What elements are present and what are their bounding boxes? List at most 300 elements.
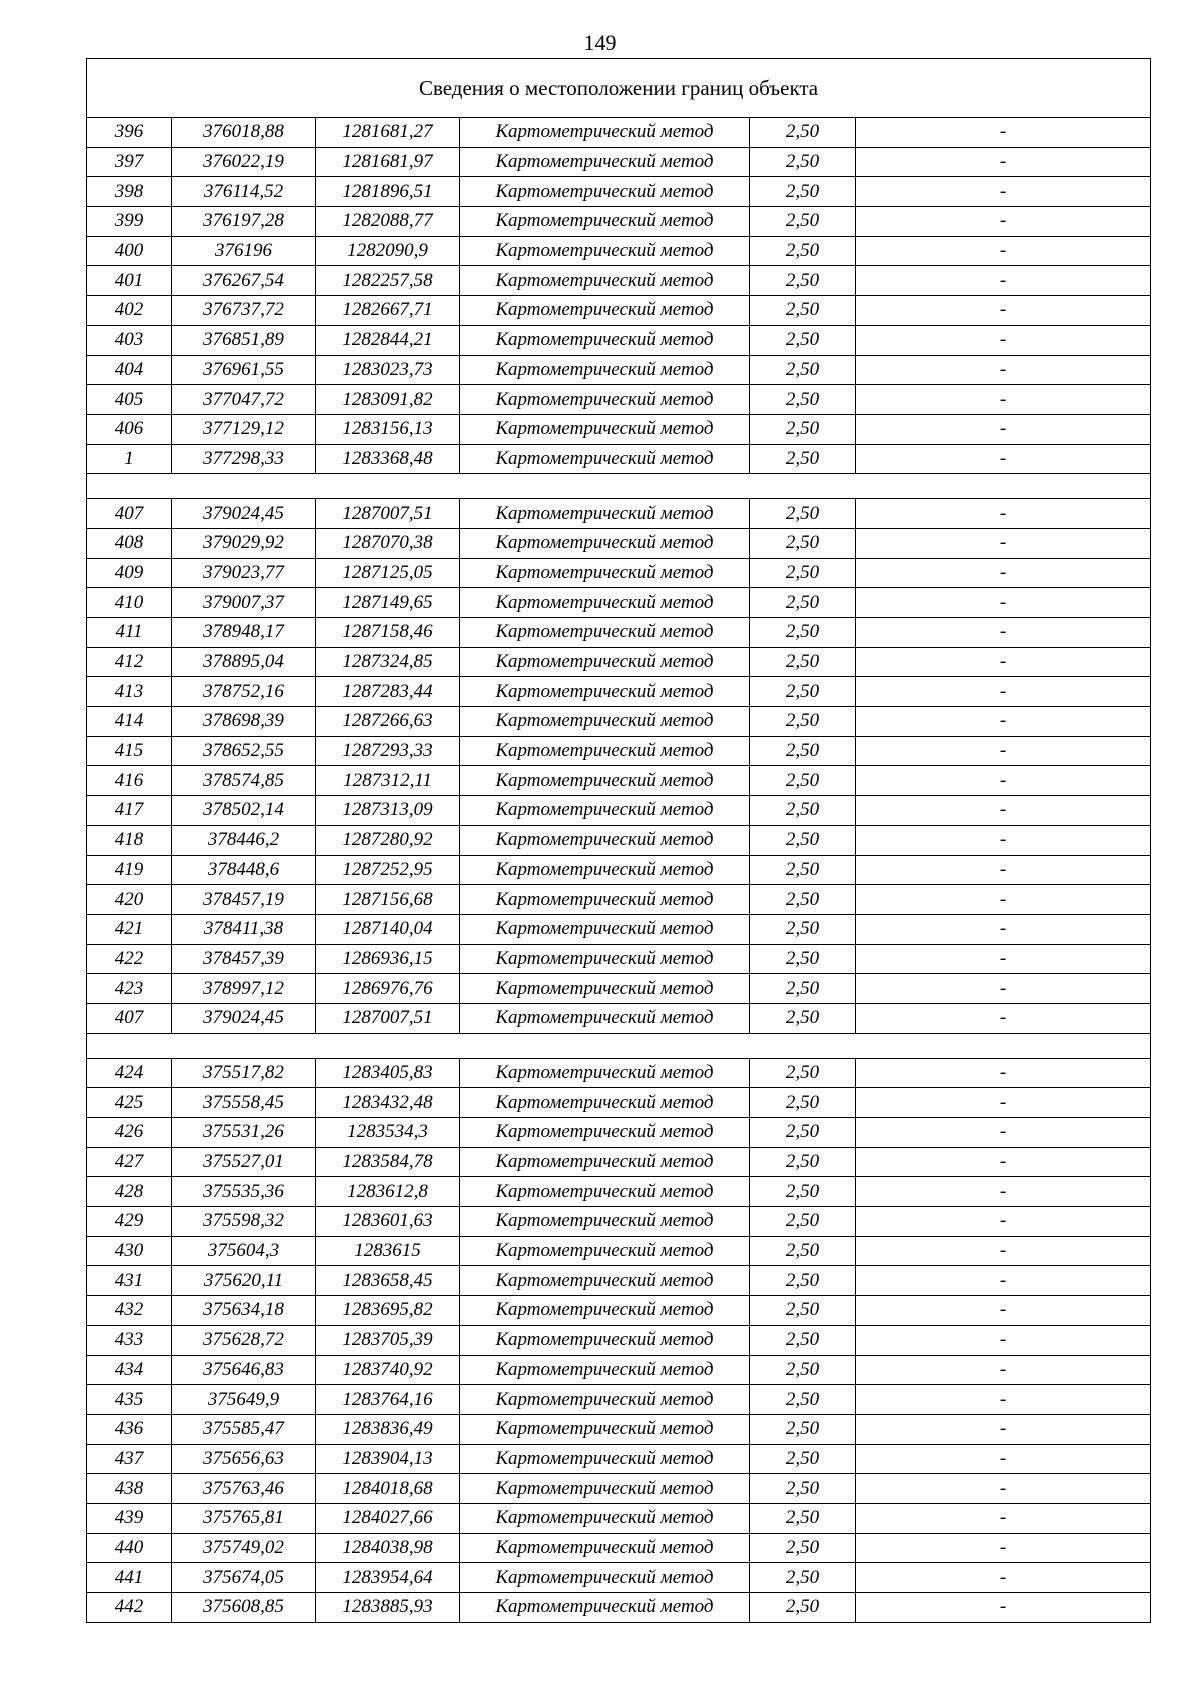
point-number-cell: 428 (87, 1177, 172, 1207)
table-row (87, 855, 1151, 885)
note-cell: - (856, 1058, 1151, 1088)
method-cell: Картометрический метод (460, 147, 750, 177)
table-row (87, 1236, 1151, 1266)
x-coordinate-cell: 375646,83 (172, 1355, 316, 1385)
boundary-coordinates-table (86, 58, 1151, 1623)
table-row (87, 1503, 1151, 1533)
y-coordinate-cell: 1283091,82 (316, 385, 460, 415)
table-row (87, 1177, 1151, 1207)
x-coordinate-cell: 376267,54 (172, 266, 316, 296)
note-cell: - (856, 444, 1151, 474)
note-cell: - (856, 355, 1151, 385)
y-coordinate-cell: 1283658,45 (316, 1266, 460, 1296)
method-cell: Картометрический метод (460, 1474, 750, 1504)
group-separator-row (87, 1033, 1151, 1058)
note-cell: - (856, 528, 1151, 558)
table-row (87, 444, 1151, 474)
x-coordinate-cell: 375558,45 (172, 1088, 316, 1118)
x-coordinate-cell: 378411,38 (172, 914, 316, 944)
point-number-cell: 403 (87, 325, 172, 355)
point-number-cell: 442 (87, 1593, 172, 1623)
y-coordinate-cell: 1283695,82 (316, 1296, 460, 1326)
x-coordinate-cell: 378446,2 (172, 825, 316, 855)
x-coordinate-cell: 378652,55 (172, 736, 316, 766)
note-cell: - (856, 647, 1151, 677)
point-number-cell: 410 (87, 588, 172, 618)
y-coordinate-cell: 1282257,58 (316, 266, 460, 296)
method-cell: Картометрический метод (460, 1003, 750, 1033)
accuracy-cell: 2,50 (750, 944, 856, 974)
table-row (87, 355, 1151, 385)
accuracy-cell: 2,50 (750, 1325, 856, 1355)
point-number-cell: 420 (87, 885, 172, 915)
table-title: Сведения о местоположении границ объекта (87, 59, 1151, 118)
table-row (87, 796, 1151, 826)
y-coordinate-cell: 1283156,13 (316, 414, 460, 444)
method-cell: Картометрический метод (460, 1266, 750, 1296)
x-coordinate-cell: 375527,01 (172, 1147, 316, 1177)
accuracy-cell: 2,50 (750, 1593, 856, 1623)
note-cell: - (856, 1088, 1151, 1118)
note-cell: - (856, 1236, 1151, 1266)
note-cell: - (856, 618, 1151, 648)
accuracy-cell: 2,50 (750, 266, 856, 296)
point-number-cell: 398 (87, 177, 172, 207)
y-coordinate-cell: 1284038,98 (316, 1533, 460, 1563)
x-coordinate-cell: 375585,47 (172, 1414, 316, 1444)
x-coordinate-cell: 375763,46 (172, 1474, 316, 1504)
y-coordinate-cell: 1283705,39 (316, 1325, 460, 1355)
note-cell: - (856, 207, 1151, 237)
point-number-cell: 427 (87, 1147, 172, 1177)
point-number-cell: 439 (87, 1503, 172, 1533)
accuracy-cell: 2,50 (750, 296, 856, 326)
method-cell: Картометрический метод (460, 855, 750, 885)
note-cell: - (856, 558, 1151, 588)
method-cell: Картометрический метод (460, 1563, 750, 1593)
note-cell: - (856, 1003, 1151, 1033)
accuracy-cell: 2,50 (750, 1444, 856, 1474)
x-coordinate-cell: 375656,63 (172, 1444, 316, 1474)
note-cell: - (856, 796, 1151, 826)
accuracy-cell: 2,50 (750, 499, 856, 529)
accuracy-cell: 2,50 (750, 118, 856, 148)
note-cell: - (856, 1385, 1151, 1415)
note-cell: - (856, 1593, 1151, 1623)
accuracy-cell: 2,50 (750, 1533, 856, 1563)
y-coordinate-cell: 1287149,65 (316, 588, 460, 618)
x-coordinate-cell: 378574,85 (172, 766, 316, 796)
point-number-cell: 396 (87, 118, 172, 148)
method-cell: Картометрический метод (460, 1236, 750, 1266)
x-coordinate-cell: 376018,88 (172, 118, 316, 148)
y-coordinate-cell: 1282090,9 (316, 236, 460, 266)
accuracy-cell: 2,50 (750, 855, 856, 885)
table-row (87, 944, 1151, 974)
note-cell: - (856, 499, 1151, 529)
x-coordinate-cell: 376737,72 (172, 296, 316, 326)
table-row (87, 325, 1151, 355)
method-cell: Картометрический метод (460, 707, 750, 737)
table-row (87, 499, 1151, 529)
method-cell: Картометрический метод (460, 974, 750, 1004)
point-number-cell: 433 (87, 1325, 172, 1355)
table-row (87, 414, 1151, 444)
point-number-cell: 440 (87, 1533, 172, 1563)
accuracy-cell: 2,50 (750, 1147, 856, 1177)
method-cell: Картометрический метод (460, 1325, 750, 1355)
accuracy-cell: 2,50 (750, 1296, 856, 1326)
y-coordinate-cell: 1287252,95 (316, 855, 460, 885)
method-cell: Картометрический метод (460, 236, 750, 266)
y-coordinate-cell: 1287312,11 (316, 766, 460, 796)
note-cell: - (856, 1266, 1151, 1296)
point-number-cell: 412 (87, 647, 172, 677)
y-coordinate-cell: 1287007,51 (316, 1003, 460, 1033)
accuracy-cell: 2,50 (750, 707, 856, 737)
point-number-cell: 407 (87, 499, 172, 529)
method-cell: Картометрический метод (460, 1296, 750, 1326)
y-coordinate-cell: 1283601,63 (316, 1207, 460, 1237)
table-row (87, 1444, 1151, 1474)
method-cell: Картометрический метод (460, 207, 750, 237)
point-number-cell: 1 (87, 444, 172, 474)
x-coordinate-cell: 376196 (172, 236, 316, 266)
note-cell: - (856, 1147, 1151, 1177)
method-cell: Картометрический метод (460, 325, 750, 355)
x-coordinate-cell: 375604,3 (172, 1236, 316, 1266)
accuracy-cell: 2,50 (750, 736, 856, 766)
accuracy-cell: 2,50 (750, 618, 856, 648)
point-number-cell: 435 (87, 1385, 172, 1415)
y-coordinate-cell: 1284027,66 (316, 1503, 460, 1533)
note-cell: - (856, 118, 1151, 148)
x-coordinate-cell: 376197,28 (172, 207, 316, 237)
y-coordinate-cell: 1287293,33 (316, 736, 460, 766)
point-number-cell: 437 (87, 1444, 172, 1474)
y-coordinate-cell: 1283405,83 (316, 1058, 460, 1088)
accuracy-cell: 2,50 (750, 1207, 856, 1237)
table-row (87, 1266, 1151, 1296)
y-coordinate-cell: 1287007,51 (316, 499, 460, 529)
table-row (87, 528, 1151, 558)
method-cell: Картометрический метод (460, 1147, 750, 1177)
accuracy-cell: 2,50 (750, 1355, 856, 1385)
accuracy-cell: 2,50 (750, 1118, 856, 1148)
table-row (87, 974, 1151, 1004)
y-coordinate-cell: 1287125,05 (316, 558, 460, 588)
point-number-cell: 429 (87, 1207, 172, 1237)
accuracy-cell: 2,50 (750, 796, 856, 826)
table-body (87, 59, 1151, 1623)
x-coordinate-cell: 377129,12 (172, 414, 316, 444)
note-cell: - (856, 296, 1151, 326)
method-cell: Картометрический метод (460, 885, 750, 915)
method-cell: Картометрический метод (460, 414, 750, 444)
method-cell: Картометрический метод (460, 1177, 750, 1207)
method-cell: Картометрический метод (460, 914, 750, 944)
y-coordinate-cell: 1283904,13 (316, 1444, 460, 1474)
table-row (87, 766, 1151, 796)
y-coordinate-cell: 1283885,93 (316, 1593, 460, 1623)
method-cell: Картометрический метод (460, 528, 750, 558)
y-coordinate-cell: 1283764,16 (316, 1385, 460, 1415)
table-row (87, 1058, 1151, 1088)
table-row (87, 1355, 1151, 1385)
y-coordinate-cell: 1287070,38 (316, 528, 460, 558)
table-row (87, 1003, 1151, 1033)
note-cell: - (856, 736, 1151, 766)
x-coordinate-cell: 379024,45 (172, 1003, 316, 1033)
table-row (87, 1147, 1151, 1177)
table-row (87, 385, 1151, 415)
table-row (87, 825, 1151, 855)
method-cell: Картометрический метод (460, 1385, 750, 1415)
y-coordinate-cell: 1287140,04 (316, 914, 460, 944)
table-row (87, 1474, 1151, 1504)
method-cell: Картометрический метод (460, 1503, 750, 1533)
point-number-cell: 441 (87, 1563, 172, 1593)
method-cell: Картометрический метод (460, 177, 750, 207)
accuracy-cell: 2,50 (750, 207, 856, 237)
x-coordinate-cell: 375598,32 (172, 1207, 316, 1237)
table-row (87, 1207, 1151, 1237)
y-coordinate-cell: 1287313,09 (316, 796, 460, 826)
point-number-cell: 430 (87, 1236, 172, 1266)
table-row (87, 1088, 1151, 1118)
x-coordinate-cell: 375620,11 (172, 1266, 316, 1296)
y-coordinate-cell: 1283023,73 (316, 355, 460, 385)
accuracy-cell: 2,50 (750, 1236, 856, 1266)
x-coordinate-cell: 378997,12 (172, 974, 316, 1004)
x-coordinate-cell: 378698,39 (172, 707, 316, 737)
method-cell: Картометрический метод (460, 385, 750, 415)
point-number-cell: 434 (87, 1355, 172, 1385)
method-cell: Картометрический метод (460, 736, 750, 766)
table-row (87, 296, 1151, 326)
accuracy-cell: 2,50 (750, 385, 856, 415)
note-cell: - (856, 914, 1151, 944)
point-number-cell: 426 (87, 1118, 172, 1148)
method-cell: Картометрический метод (460, 647, 750, 677)
method-cell: Картометрический метод (460, 944, 750, 974)
table-row (87, 236, 1151, 266)
x-coordinate-cell: 375749,02 (172, 1533, 316, 1563)
method-cell: Картометрический метод (460, 558, 750, 588)
method-cell: Картометрический метод (460, 677, 750, 707)
y-coordinate-cell: 1281681,27 (316, 118, 460, 148)
method-cell: Картометрический метод (460, 266, 750, 296)
x-coordinate-cell: 375608,85 (172, 1593, 316, 1623)
accuracy-cell: 2,50 (750, 647, 856, 677)
note-cell: - (856, 707, 1151, 737)
accuracy-cell: 2,50 (750, 1266, 856, 1296)
y-coordinate-cell: 1286976,76 (316, 974, 460, 1004)
y-coordinate-cell: 1282844,21 (316, 325, 460, 355)
x-coordinate-cell: 375535,36 (172, 1177, 316, 1207)
note-cell: - (856, 677, 1151, 707)
note-cell: - (856, 1207, 1151, 1237)
x-coordinate-cell: 376851,89 (172, 325, 316, 355)
accuracy-cell: 2,50 (750, 885, 856, 915)
point-number-cell: 419 (87, 855, 172, 885)
y-coordinate-cell: 1281681,97 (316, 147, 460, 177)
x-coordinate-cell: 375531,26 (172, 1118, 316, 1148)
table-row (87, 266, 1151, 296)
point-number-cell: 411 (87, 618, 172, 648)
table-row (87, 1118, 1151, 1148)
note-cell: - (856, 855, 1151, 885)
note-cell: - (856, 1296, 1151, 1326)
table-row (87, 914, 1151, 944)
note-cell: - (856, 1177, 1151, 1207)
note-cell: - (856, 766, 1151, 796)
y-coordinate-cell: 1287158,46 (316, 618, 460, 648)
accuracy-cell: 2,50 (750, 766, 856, 796)
note-cell: - (856, 944, 1151, 974)
note-cell: - (856, 266, 1151, 296)
x-coordinate-cell: 379024,45 (172, 499, 316, 529)
point-number-cell: 406 (87, 414, 172, 444)
x-coordinate-cell: 375674,05 (172, 1563, 316, 1593)
accuracy-cell: 2,50 (750, 147, 856, 177)
x-coordinate-cell: 379029,92 (172, 528, 316, 558)
point-number-cell: 422 (87, 944, 172, 974)
note-cell: - (856, 1563, 1151, 1593)
x-coordinate-cell: 376961,55 (172, 355, 316, 385)
note-cell: - (856, 385, 1151, 415)
accuracy-cell: 2,50 (750, 825, 856, 855)
accuracy-cell: 2,50 (750, 914, 856, 944)
point-number-cell: 418 (87, 825, 172, 855)
x-coordinate-cell: 375628,72 (172, 1325, 316, 1355)
method-cell: Картометрический метод (460, 296, 750, 326)
accuracy-cell: 2,50 (750, 1088, 856, 1118)
note-cell: - (856, 1533, 1151, 1563)
method-cell: Картометрический метод (460, 796, 750, 826)
method-cell: Картометрический метод (460, 499, 750, 529)
accuracy-cell: 2,50 (750, 414, 856, 444)
x-coordinate-cell: 378752,16 (172, 677, 316, 707)
point-number-cell: 438 (87, 1474, 172, 1504)
note-cell: - (856, 177, 1151, 207)
method-cell: Картометрический метод (460, 444, 750, 474)
note-cell: - (856, 1444, 1151, 1474)
note-cell: - (856, 414, 1151, 444)
y-coordinate-cell: 1287324,85 (316, 647, 460, 677)
y-coordinate-cell: 1283612,8 (316, 1177, 460, 1207)
group-separator-cell (87, 1033, 1151, 1058)
point-number-cell: 424 (87, 1058, 172, 1088)
method-cell: Картометрический метод (460, 355, 750, 385)
method-cell: Картометрический метод (460, 1088, 750, 1118)
y-coordinate-cell: 1283615 (316, 1236, 460, 1266)
point-number-cell: 404 (87, 355, 172, 385)
accuracy-cell: 2,50 (750, 974, 856, 1004)
point-number-cell: 408 (87, 528, 172, 558)
note-cell: - (856, 1474, 1151, 1504)
table-row (87, 207, 1151, 237)
table-row (87, 1593, 1151, 1623)
note-cell: - (856, 1118, 1151, 1148)
x-coordinate-cell: 377298,33 (172, 444, 316, 474)
note-cell: - (856, 974, 1151, 1004)
accuracy-cell: 2,50 (750, 1563, 856, 1593)
point-number-cell: 417 (87, 796, 172, 826)
x-coordinate-cell: 375517,82 (172, 1058, 316, 1088)
accuracy-cell: 2,50 (750, 177, 856, 207)
table-row (87, 1414, 1151, 1444)
x-coordinate-cell: 375649,9 (172, 1385, 316, 1415)
y-coordinate-cell: 1283584,78 (316, 1147, 460, 1177)
accuracy-cell: 2,50 (750, 677, 856, 707)
point-number-cell: 423 (87, 974, 172, 1004)
y-coordinate-cell: 1283836,49 (316, 1414, 460, 1444)
method-cell: Картометрический метод (460, 1207, 750, 1237)
note-cell: - (856, 1414, 1151, 1444)
x-coordinate-cell: 376022,19 (172, 147, 316, 177)
point-number-cell: 399 (87, 207, 172, 237)
y-coordinate-cell: 1283432,48 (316, 1088, 460, 1118)
table-row (87, 618, 1151, 648)
x-coordinate-cell: 378502,14 (172, 796, 316, 826)
x-coordinate-cell: 376114,52 (172, 177, 316, 207)
y-coordinate-cell: 1283368,48 (316, 444, 460, 474)
accuracy-cell: 2,50 (750, 1503, 856, 1533)
accuracy-cell: 2,50 (750, 558, 856, 588)
point-number-cell: 413 (87, 677, 172, 707)
method-cell: Картометрический метод (460, 1414, 750, 1444)
x-coordinate-cell: 377047,72 (172, 385, 316, 415)
x-coordinate-cell: 375634,18 (172, 1296, 316, 1326)
table-row (87, 736, 1151, 766)
point-number-cell: 421 (87, 914, 172, 944)
table-row (87, 1533, 1151, 1563)
x-coordinate-cell: 378948,17 (172, 618, 316, 648)
method-cell: Картометрический метод (460, 825, 750, 855)
note-cell: - (856, 147, 1151, 177)
x-coordinate-cell: 375765,81 (172, 1503, 316, 1533)
method-cell: Картометрический метод (460, 1444, 750, 1474)
table-row (87, 1325, 1151, 1355)
note-cell: - (856, 236, 1151, 266)
accuracy-cell: 2,50 (750, 1177, 856, 1207)
accuracy-cell: 2,50 (750, 1058, 856, 1088)
y-coordinate-cell: 1287283,44 (316, 677, 460, 707)
accuracy-cell: 2,50 (750, 1385, 856, 1415)
table-row (87, 118, 1151, 148)
point-number-cell: 400 (87, 236, 172, 266)
y-coordinate-cell: 1281896,51 (316, 177, 460, 207)
point-number-cell: 431 (87, 1266, 172, 1296)
accuracy-cell: 2,50 (750, 1003, 856, 1033)
table-row (87, 558, 1151, 588)
y-coordinate-cell: 1287280,92 (316, 825, 460, 855)
table-row (87, 177, 1151, 207)
point-number-cell: 402 (87, 296, 172, 326)
table-row (87, 707, 1151, 737)
y-coordinate-cell: 1287156,68 (316, 885, 460, 915)
table-row (87, 1385, 1151, 1415)
table-row (87, 647, 1151, 677)
point-number-cell: 401 (87, 266, 172, 296)
accuracy-cell: 2,50 (750, 1414, 856, 1444)
method-cell: Картометрический метод (460, 1058, 750, 1088)
point-number-cell: 415 (87, 736, 172, 766)
note-cell: - (856, 825, 1151, 855)
x-coordinate-cell: 378448,6 (172, 855, 316, 885)
method-cell: Картометрический метод (460, 588, 750, 618)
